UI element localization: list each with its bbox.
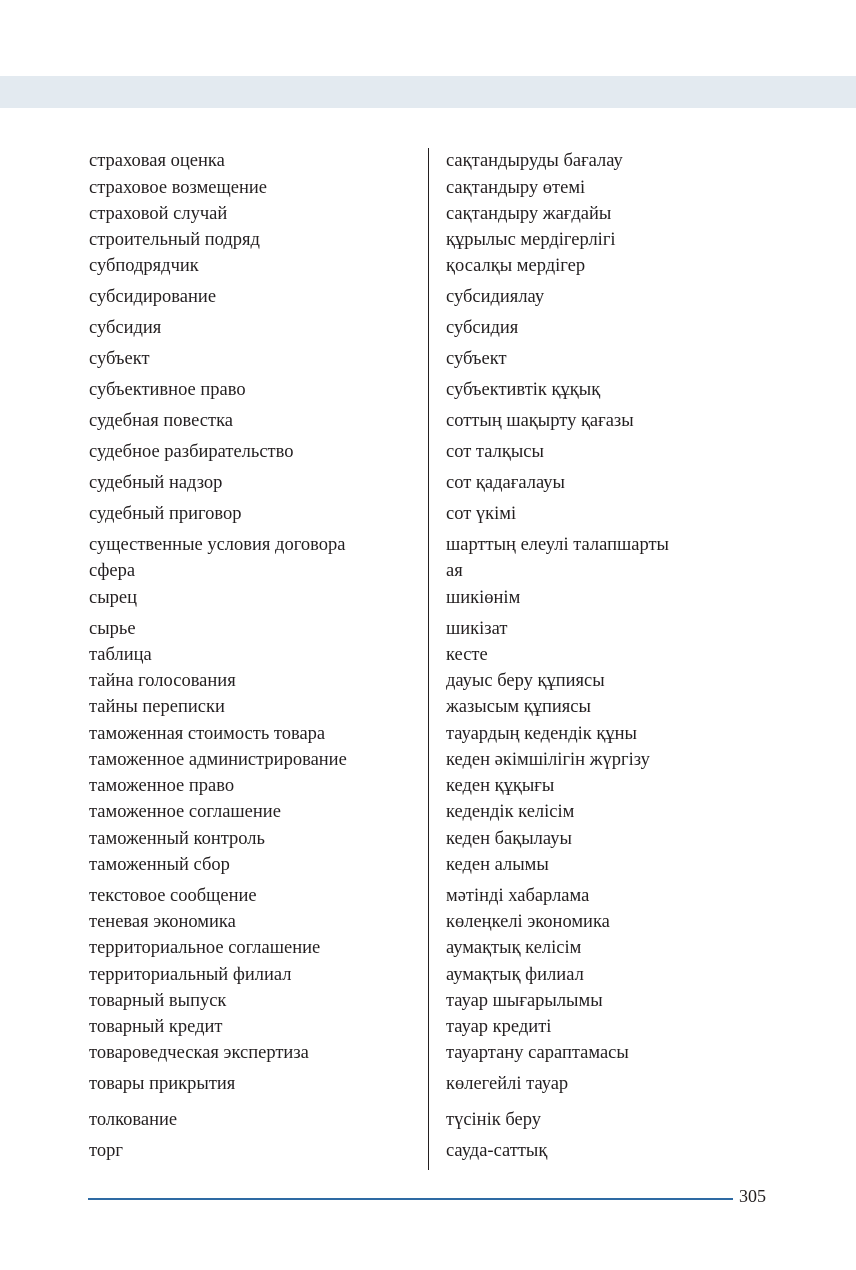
- russian-term: теневая экономика: [89, 912, 236, 932]
- russian-term: территориальный филиал: [89, 965, 292, 985]
- kazakh-term: құрылыс мердігерлігі: [446, 230, 616, 250]
- kazakh-term: аумақтық филиал: [446, 965, 584, 985]
- russian-term: сырье: [89, 619, 136, 639]
- russian-term: торг: [89, 1141, 123, 1161]
- kazakh-term: жазысым құпиясы: [446, 697, 591, 717]
- kazakh-term: дауыс беру құпиясы: [446, 671, 605, 691]
- kazakh-term: кеден алымы: [446, 855, 549, 875]
- kazakh-term: сақтандыруды бағалау: [446, 151, 623, 171]
- kazakh-term: тауардың кедендік құны: [446, 724, 637, 744]
- kazakh-term: сауда-саттық: [446, 1141, 548, 1161]
- russian-term: субъективное право: [89, 380, 246, 400]
- russian-term: товары прикрытия: [89, 1074, 236, 1094]
- russian-term: таможенный контроль: [89, 829, 265, 849]
- kazakh-term: соттың шақырту қағазы: [446, 411, 634, 431]
- kazakh-term: түсінік беру: [446, 1110, 541, 1130]
- russian-term: судебная повестка: [89, 411, 233, 431]
- kazakh-term: сақтандыру өтемі: [446, 178, 586, 198]
- russian-term: тайна голосования: [89, 671, 236, 691]
- russian-term: таможенная стоимость товара: [89, 724, 326, 744]
- kazakh-term: көлегейлі тауар: [446, 1074, 569, 1094]
- russian-term: страховое возмещение: [89, 178, 267, 198]
- russian-term: товарный выпуск: [89, 991, 227, 1011]
- kazakh-term: көлеңкелі экономика: [446, 912, 610, 932]
- kazakh-term: субсидиялау: [446, 287, 545, 307]
- russian-term: субподрядчик: [89, 256, 199, 276]
- russian-term: таблица: [89, 645, 152, 665]
- russian-term: строительный подряд: [89, 230, 260, 250]
- kazakh-term: тауартану сараптамасы: [446, 1043, 629, 1063]
- russian-term: субъект: [89, 349, 150, 369]
- kazakh-term: шикізат: [446, 619, 508, 639]
- russian-term: страховая оценка: [89, 151, 225, 171]
- page-number: 305: [739, 1186, 766, 1206]
- russian-term: таможенный сбор: [89, 855, 230, 875]
- russian-term: сырец: [89, 588, 138, 608]
- kazakh-term: тауар кредиті: [446, 1017, 552, 1037]
- kazakh-term: ая: [446, 561, 463, 581]
- kazakh-term: аумақтық келісім: [446, 938, 582, 958]
- kazakh-term: шарттың елеулі талапшарты: [446, 535, 669, 555]
- kazakh-term: субъективтік құқық: [446, 380, 601, 400]
- kazakh-term: мәтінді хабарлама: [446, 886, 590, 906]
- kazakh-term: сот қадағалауы: [446, 473, 565, 493]
- kazakh-term: шикіөнім: [446, 588, 521, 608]
- russian-term: товароведческая экспертиза: [89, 1043, 309, 1063]
- kazakh-term: кесте: [446, 645, 488, 665]
- russian-term: судебное разбирательство: [89, 442, 294, 462]
- kazakh-term: кедендік келісім: [446, 802, 575, 822]
- kazakh-term: кеден құқығы: [446, 776, 555, 796]
- column-divider: [428, 148, 429, 1170]
- russian-term: страховой случай: [89, 204, 228, 224]
- kazakh-term: сот талқысы: [446, 442, 544, 462]
- russian-term: субсидия: [89, 318, 162, 338]
- russian-term: текстовое сообщение: [89, 886, 257, 906]
- russian-term: таможенное соглашение: [89, 802, 281, 822]
- russian-term: сфера: [89, 561, 136, 581]
- russian-term: территориальное соглашение: [89, 938, 321, 958]
- kazakh-term: субсидия: [446, 318, 519, 338]
- russian-term: товарный кредит: [89, 1017, 223, 1037]
- kazakh-term: тауар шығарылымы: [446, 991, 603, 1011]
- kazakh-term: кеден әкімшілігін жүргізу: [446, 750, 650, 770]
- header-band: [0, 76, 856, 108]
- footer-rule: [88, 1198, 733, 1200]
- russian-term: таможенное право: [89, 776, 235, 796]
- russian-term: таможенное администрирование: [89, 750, 347, 770]
- kazakh-term: сақтандыру жағдайы: [446, 204, 612, 224]
- kazakh-term: субъект: [446, 349, 507, 369]
- russian-term: толкование: [89, 1110, 178, 1130]
- russian-term: субсидирование: [89, 287, 217, 307]
- kazakh-term: қосалқы мердігер: [446, 256, 586, 276]
- russian-term: судебный надзор: [89, 473, 223, 493]
- russian-term: существенные условия договора: [89, 535, 346, 555]
- russian-term: судебный приговор: [89, 504, 242, 524]
- russian-term: тайны переписки: [89, 697, 225, 717]
- kazakh-term: кеден бақылауы: [446, 829, 572, 849]
- kazakh-term: сот үкімі: [446, 504, 517, 524]
